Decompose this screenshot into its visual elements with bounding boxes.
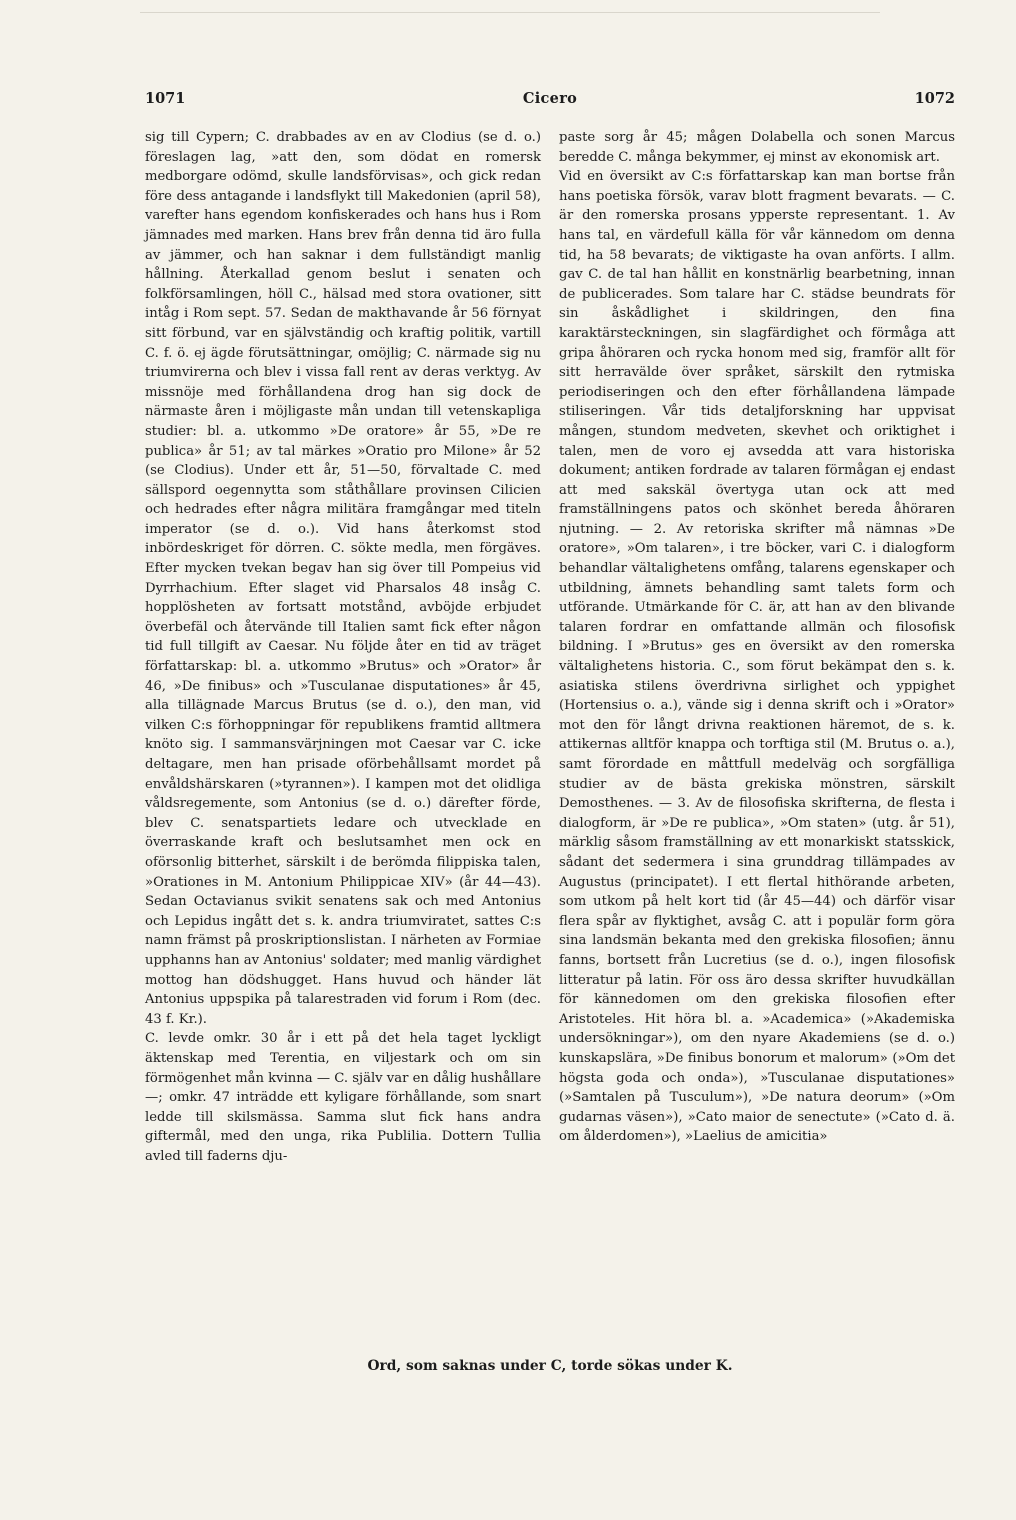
left-paragraph-1: sig till Cypern; C. drabbades av en av Clodius (se d. o.) föreslagen lag, »att den, som dödat en romersk medborgare odömd, skulle landsförvisas», och gick redan före dess antagande i landsflykt till Makedonien (april 58), varefter hans egendom konfiskerades och hans hus i Rom jämnades med marken. Hans brev från denna tid äro fulla av jämmer, och han saknar i dem fullständigt manlig hållning. Återkallad genom beslut i senaten och folkförsamlingen, höll C., hälsad med stora ovationer, sitt intåg i Rom sept. 57. Sedan de makthavande år 56 förnyat sitt förbund, var en självständig och kraftig politik, vartill C. f. ö. ej ägde förutsättningar, omöjlig; C. närmade sig nu triumvirerna och blev i vissa fall rent av deras verktyg. Av missnöje med förhållandena drog han sig dock de närmaste åren i möjligaste mån undan till vetenskapliga studier: bl. a. utkommo »De oratore» år 55, »De re publica» år 51; av tal märkes »Oratio pro Milone» år 52 (se Clodius). Under ett år, 51—50, förvaltade C. med sällspord oegennytta som ståthållare provinsen Cilicien och hedrades efter några militära framgångar med titeln imperator (se d. o.). Vid hans återkomst stod inbördeskriget för dörren. C. sökte medla, men förgäves. Efter mycken tvekan begav han sig över till Pompeius vid Dyrrhachium. Efter slaget vid Pharsalos 48 insåg C. hopplösheten av fortsatt motstånd, avböjde erbjudet överbefäl och återvände till Italien samt fick efter någon tid full tillgift av Caesar. Nu följde åter en tid av träget författarskap: bl. a. utkommo »Brutus» och »Orator» år 46, »De finibus» och »Tusculanae disputationes» år 45, alla tillägnade Marcus Brutus (se d. o.), den man, vid vilken C:s förhoppningar för republikens framtid alltmera knöto sig. I sammansvärjningen mot Caesar var C. icke deltagare, men han prisade oförbehållsamt mordet på envåldshärskaren (»tyrannen»). I kampen mot det olidliga våldsregemente, som Antonius (se d. o.) därefter förde, blev C. senatspartiets ledare och utvecklade en överraskande kraft och beslutsamhet men ock en oförsonlig bitterhet, särskilt i de berömda filippiska talen, »Orationes in M. Antonium Philippicae XIV» (år 44—43). Sedan Octavianus svikit senatens sak och med Antonius och Lepidus ingått det s. k. andra triumviratet, sattes C:s namn främst på proskriptionslistan. I närheten av Formiae upphanns han av Antonius' soldater; med manlig värdighet mottog han dödshugget. Hans huvud och händer lät Antonius uppspika på talarestraden vid forum i Rom (dec. 43 f. Kr.). [145,130,541,1027]
page-number-right: 1072 [914,90,955,107]
left-paragraph-2: C. levde omkr. 30 år i ett på det hela taget lyckligt äktenskap med Terentia, en viljestark och om sin förmögenhet mån kvinna — C. själv var en dålig hushållare —; omkr. 47 inträdde ett kyligare förhållande, som snart ledde till skilsmässa. Samma slut fick hans andra giftermål, med den unga, rika Publilia. Dottern Tullia avled till faderns dju- [145,1031,541,1164]
right-column [559,128,955,1147]
right-paragraph-2: Vid en översikt av C:s författarskap kan man bortse från hans poetiska försök, varav blott fragment bevarats. — C. är den romerska prosans ypperste representant. 1. Av hans tal, en värdefull källa för vår kännedom om denna tid, ha 58 bevarats; de viktigaste ha ovan anförts. I allm. gav C. de tal han hållit en konstnärlig bearbetning, innan de publicerades. Som talare har C. städse beundrats för sin åskådlighet i skildringen, den fina karaktärsteckningen, sin slagfärdighet och förmåga att gripa åhöraren och rycka honom med sig, framför allt för sitt herravälde över språket, särskilt den rytmiska periodiseringen och den efter förhållandena lämpade stiliseringen. Vår tids detaljforskning har uppvisat mången, stundom medveten, skevhet och oriktighet i talen, men de voro ej avsedda att vara historiska dokument; antiken fordrade av talaren förmågan ej endast att med sakskäl övertyga utan ock att med framställningens patos och skönhet bereda åhöraren njutning. — 2. Av retoriska skrifter må nämnas »De oratore», »Om talaren», i tre böcker, vari C. i dialogform behandlar vältalighetens omfång, talarens egenskaper och utbildning, ämnets behandling samt talets form och utförande. Utmärkande för C. är, att han av den blivande talaren fordrar en omfattande allmän och filosofisk bildning. I »Brutus» ges en översikt av den romerska vältalighetens historia. C., som förut bekämpat den s. k. asiatiska stilens överdrivna sirlighet och yppighet (Hortensius o. a.), vände sig i denna skrift och i »Orator» mot den för långt drivna reaktionen häremot, de s. k. attikernas alltför knappa och torftiga stil (M. Brutus o. a.), samt förordade en måttfull medelväg och sorgfälliga studier av de bästa grekiska mönstren, särskilt Demosthenes. — 3. Av de filosofiska skrifterna, de flesta i dialogform, är »De re publica», »Om staten» (utg. år 51), märklig såsom framställning av ett monarkiskt statsskick, sådant det sedermera i sina grunddrag tillämpades av Augustus (principatet). I ett flertal hithörande arbeten, som utkom på helt kort tid (år 45—44) och därför visar flera spår av flyktighet, avsåg C. att i populär form göra sina landsmän bekanta med den grekiska filosofien; ännu fanns, bortsett från Lucretius (se d. o.), ingen filosofisk litteratur på latin. För oss äro dessa skrifter huvudkällan för kännedomen om den grekiska filosofien efter Aristoteles. Hit höra bl. a. »Academica» (»Akademiska undersökningar»), om den nyare Akademiens (se d. o.) kunskapslära, »De finibus bonorum et malorum» (»Om det högsta goda och onda»), »Tusculanae disputationes» (»Samtalen på Tusculum»), »De natura deorum» (»Om gudarnas väsen»), »Cato maior de senectute» (»Cato d. ä. om ålderdomen»), »Laelius de amicitia» [559,169,955,1145]
running-title: Cicero [522,90,578,107]
right-paragraph-1: paste sorg år 45; mågen Dolabella och sonen Marcus beredde C. många bekymmer, ej minst av ekonomisk art. [559,130,955,165]
top-edge-rule [140,12,880,13]
page-header [145,90,955,114]
left-column [145,128,541,1166]
page-number-left: 1071 [145,90,186,107]
footer-note: Ord, som saknas under C, torde sökas under K. [367,1358,733,1374]
